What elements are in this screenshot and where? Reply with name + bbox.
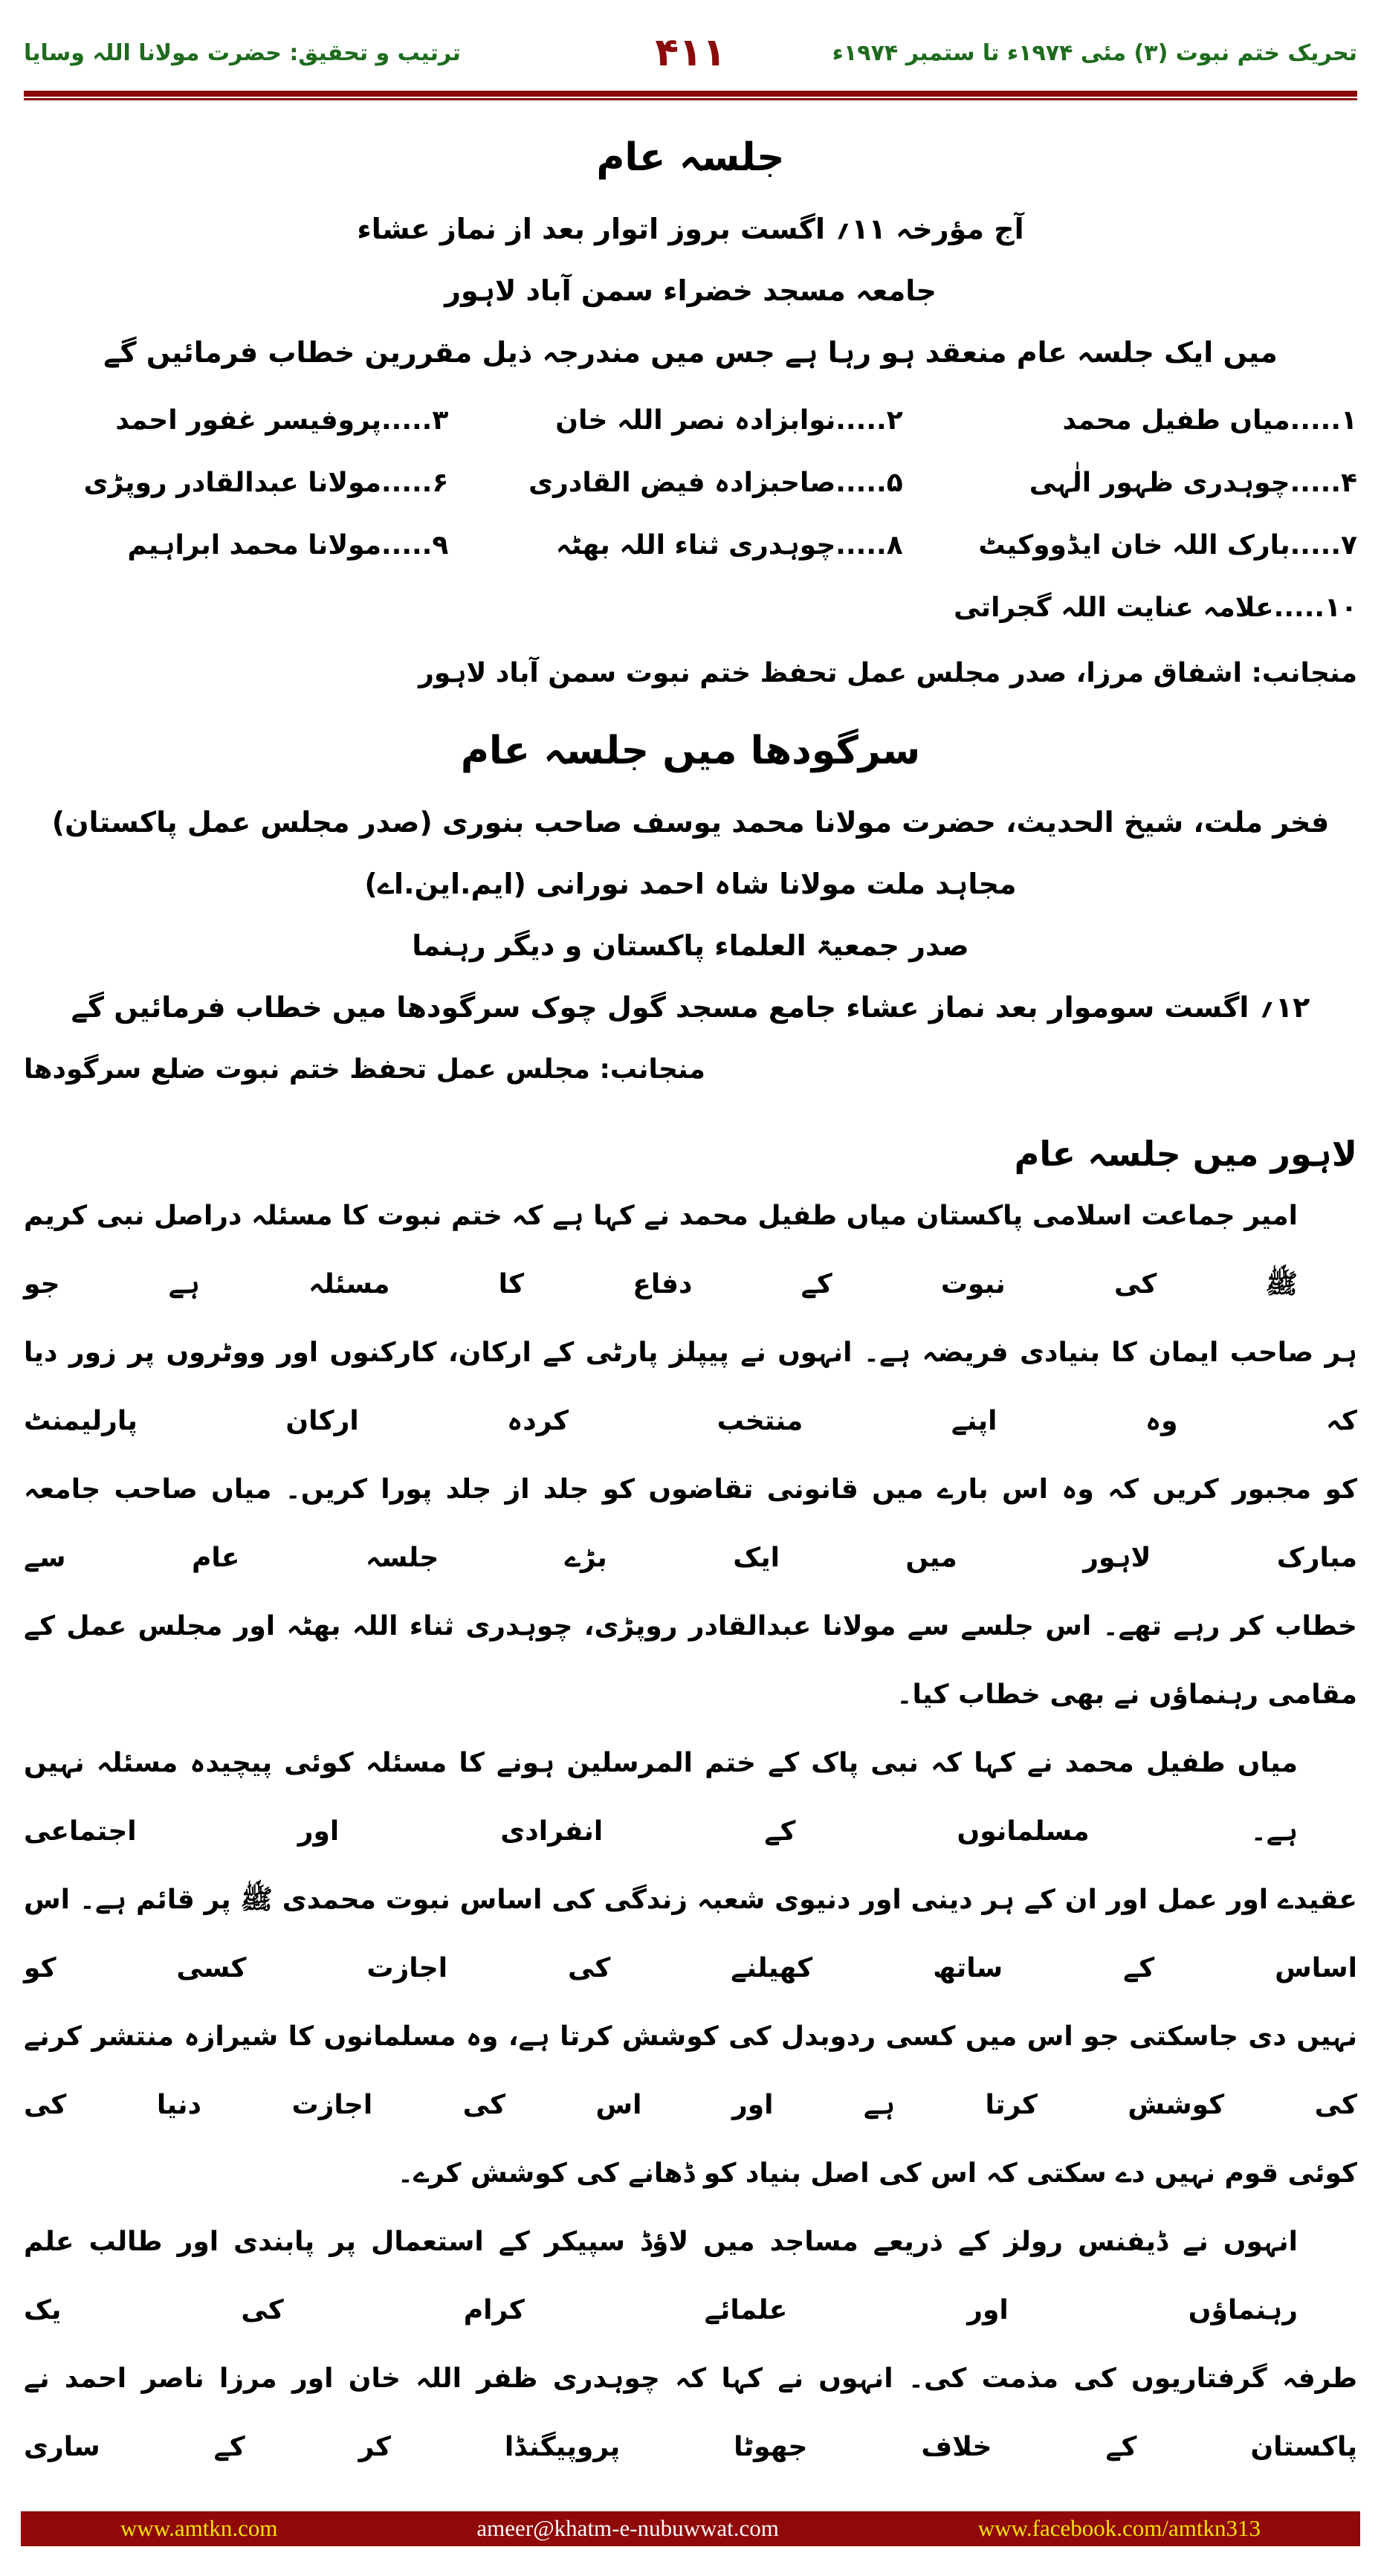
footer-bar xyxy=(21,2511,1360,2546)
facebook-link[interactable]: www.facebook.com/amtkn313 xyxy=(977,2515,1261,2542)
notice2-line1: فخر ملت، شیخ الحدیث، حضرت مولانا محمد یوسف صاحب بنوری (صدر مجلس عمل پاکستان) xyxy=(51,806,1330,839)
speaker-list xyxy=(24,401,1357,628)
running-title: تحریک ختم نبوت (۳) مئی ۱۹۷۴ء تا ستمبر ۱۹۷۴ء xyxy=(832,39,1357,66)
speaker: ۴.....چوہدری ظہور الٰہی xyxy=(1029,468,1357,499)
article-line: خطاب کر رہے تھے۔ اس جلسے سے مولانا عبدالقادر روپڑی، چوہدری ثناء اللہ بھٹہ اور مجلس عمل کے مقامی رہنماؤں نے بھی خطاب کیا۔ xyxy=(24,1610,1357,1710)
speaker: ۳.....پروفیسر غفور احمد xyxy=(115,405,449,436)
article-line: کوئی قوم نہیں دے سکتی کہ اس کی اصل بنیاد کو ڈھانے کی کوشش کرے۔ xyxy=(397,2157,1357,2189)
page-number: ۴۱۱ xyxy=(655,30,726,75)
speaker: ۸.....چوہدری ثناء اللہ بھٹہ xyxy=(555,530,903,561)
notice2-line3: صدر جمعیۃ العلماء پاکستان و دیگر رہنما xyxy=(412,929,969,963)
notice2-title: سرگودھا میں جلسہ عام xyxy=(460,729,921,774)
speaker: ۱۰.....علامہ عنایت اللہ گجراتی xyxy=(954,593,1357,624)
header-divider-thin xyxy=(24,98,1357,100)
notice1-title: جلسہ عام xyxy=(596,135,785,180)
speaker: ۲.....نوابزادہ نصر اللہ خان xyxy=(555,405,903,436)
article-line: امیر جماعت اسلامی پاکستان میاں طفیل محمد نے کہا ہے کہ ختم نبوت کا مسئلہ دراصل نبی کریم ﷺ کی نبوت کے دفاع کا مسئلہ ہے جو xyxy=(24,1200,1298,1300)
article-line: کو مجبور کریں کہ وہ اس بارے میں قانونی تقاضوں کو جلد از جلد پورا کریں۔ میاں صاحب جامعہ مبارک لاہور میں ایک بڑے جلسہ عام سے xyxy=(24,1473,1357,1573)
article-line: نہیں دی جاسکتی جو اس میں کسی ردوبدل کی کوشش کرتا ہے، وہ مسلمانوں کا شیرازہ منتشر کرنے کی کوشش کرتا ہے اور اس کی اجازت دنیا کی xyxy=(24,2021,1357,2120)
notice2-line2: مجاہد ملت مولانا شاہ احمد نورانی (ایم.این.اے) xyxy=(364,868,1017,901)
article-line: میاں طفیل محمد نے کہا کہ نبی پاک کے ختم المرسلین ہونے کا مسئلہ کوئی پیچیدہ مسئلہ نہیں ہے۔ مسلمانوں کے انفرادی اور اجتماعی xyxy=(24,1747,1298,1847)
notice2-line4: ۱۲؍ اگست سوموار بعد نماز عشاء جامع مسجد گول چوک سرگودھا میں خطاب فرمائیں گے xyxy=(71,991,1310,1024)
article-line: عقیدے اور عمل اور ان کے ہر دینی اور دنیوی شعبہ زندگی کی اساس نبوت محمدی ﷺ پر قائم ہے۔ اس اساس کے ساتھ کھیلنے کی اجازت کسی کو xyxy=(24,1884,1357,1983)
notice1-line3: میں ایک جلسہ عام منعقد ہو رہا ہے جس میں مندرجہ ذیل مقررین خطاب فرمائیں گے xyxy=(103,336,1278,369)
page-header xyxy=(24,0,1357,85)
notice1-from: منجانب: اشفاق مرزا، صدر مجلس عمل تحفظ ختم نبوت سمن آباد لاہور xyxy=(418,658,1357,689)
email-link[interactable]: ameer@khatm-e-nubuwwat.com xyxy=(476,2515,779,2542)
website-link[interactable]: www.amtkn.com xyxy=(120,2515,278,2542)
notice1-line2: جامعہ مسجد خضراء سمن آباد لاہور xyxy=(444,274,937,308)
speaker: ۱.....میاں طفیل محمد xyxy=(1062,405,1357,436)
speaker: ۶.....مولانا عبدالقادر روپڑی xyxy=(83,468,449,499)
article-line: انہوں نے ڈیفنس رولز کے ذریعے مساجد میں لاؤڈ سپیکر کے استعمال پر پابندی اور طالب علم رہنماؤں اور علمائے کرام کی یک xyxy=(24,2226,1298,2325)
speaker: ۹.....مولانا محمد ابراہیم xyxy=(127,530,449,561)
article-line: ہر صاحب ایمان کا بنیادی فریضہ ہے۔ انہوں نے پیپلز پارٹی کے ارکان، کارکنوں اور ووٹروں پر زور دیا کہ وہ اپنے منتخب کردہ ارکان پارلیمنٹ xyxy=(24,1337,1357,1436)
speaker: ۵.....صاحبزادہ فیض القادری xyxy=(528,468,903,499)
article-title: لاہور میں جلسہ عام xyxy=(1014,1134,1357,1175)
compiler-credit: ترتیب و تحقیق: حضرت مولانا اللہ وسایا xyxy=(24,39,461,66)
header-divider xyxy=(24,91,1357,97)
notice1-line1: آج مؤرخہ ۱۱؍ اگست بروز اتوار بعد از نماز عشاء xyxy=(357,213,1024,246)
speaker: ۷.....بارک اللہ خان ایڈووکیٹ xyxy=(978,530,1357,561)
article-line: طرفہ گرفتاریوں کی مذمت کی۔ انہوں نے کہا کہ چوہدری ظفر اللہ خان اور مرزا ناصر احمد نے پاکستان کے خلاف جھوٹا پروپیگنڈا کر کے ساری xyxy=(24,2363,1357,2462)
notice2-from: منجانب: مجلس عمل تحفظ ختم نبوت ضلع سرگودھا xyxy=(24,1054,705,1085)
